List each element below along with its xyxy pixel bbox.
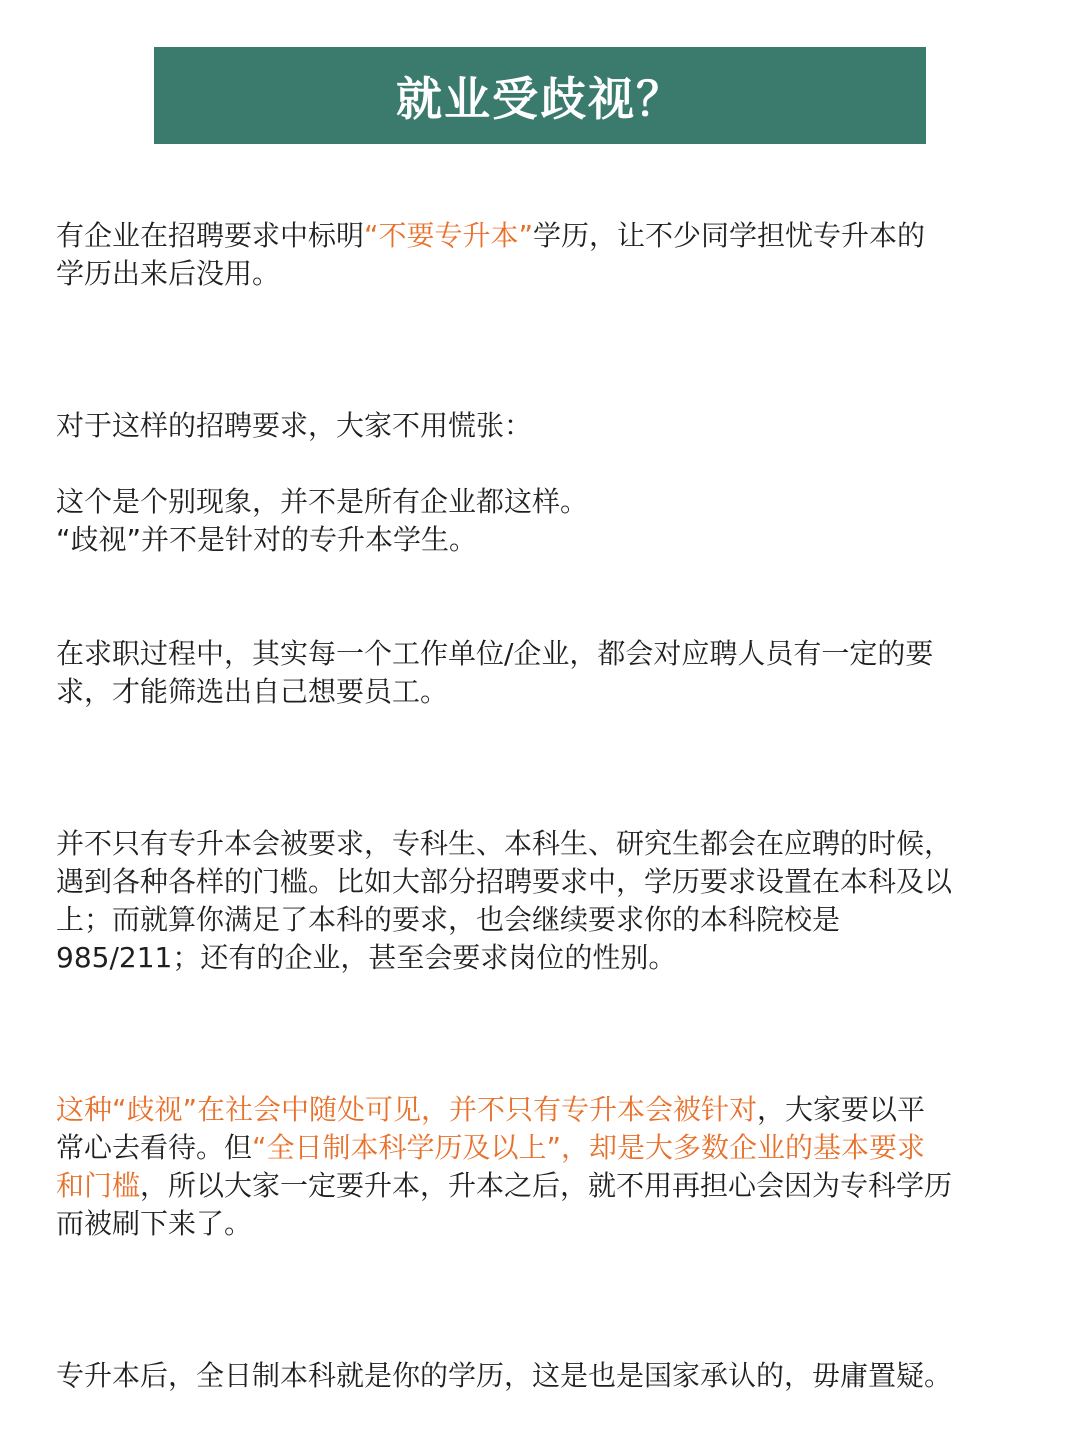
paragraph-line	[56, 1167, 1016, 1205]
paragraph-thresholds	[56, 825, 1016, 977]
text-segment: 常心去看待。但	[56, 1131, 253, 1164]
paragraph-line: 遇到各种各样的门槛。比如大部分招聘要求中，学历要求设置在本科及以	[56, 865, 953, 898]
paragraph-line: 专升本后，全日制本科就是你的学历，这是也是国家承认的，毋庸置疑。	[56, 1359, 953, 1392]
paragraph-intro	[56, 217, 1016, 293]
paragraph-line	[56, 1091, 1016, 1129]
paragraph-line	[56, 1129, 1016, 1167]
paragraph-line: 学历出来后没用。	[56, 257, 281, 290]
highlight-text: “全日制本科学历及以上”，却是大多数企业的基本要求	[252, 1131, 926, 1164]
title-banner	[154, 47, 926, 144]
paragraph-line: 并不只有专升本会被要求，专科生、本科生、研究生都会在应聘的时候，	[56, 827, 953, 860]
paragraph-line: 而被刷下来了。	[56, 1207, 253, 1240]
text-segment: 有企业在招聘要求中标明	[56, 219, 365, 252]
highlight-text: “不要专升本”	[364, 219, 534, 252]
paragraph-line: 对于这样的招聘要求，大家不用慌张：	[56, 409, 533, 442]
text-segment: 学历，让不少同学担忧专升本的	[533, 219, 926, 252]
text-segment: ，大家要以平	[757, 1093, 926, 1126]
paragraph-conclusion	[56, 1357, 1016, 1395]
paragraph-reassure	[56, 407, 1016, 445]
paragraph-highlight	[56, 1091, 1016, 1243]
paragraph-requirements	[56, 635, 1016, 711]
paragraph-line: 985/211；还有的企业，甚至会要求岗位的性别。	[56, 941, 677, 974]
highlight-text: 和门槛	[56, 1169, 141, 1202]
paragraph-line: 在求职过程中，其实每一个工作单位/企业，都会对应聘人员有一定的要	[56, 637, 934, 670]
paragraph-line	[56, 217, 1016, 255]
page-title: 就业受歧视？	[396, 71, 684, 126]
paragraph-points	[56, 483, 1016, 559]
paragraph-line: “歧视”并不是针对的专升本学生。	[56, 523, 478, 556]
paragraph-line: 这个是个别现象，并不是所有企业都这样。	[56, 485, 589, 518]
text-segment: ，所以大家一定要升本，升本之后，就不用再担心会因为专科学历	[140, 1169, 953, 1202]
paragraph-line: 求，才能筛选出自己想要员工。	[56, 675, 449, 708]
paragraph-line: 上；而就算你满足了本科的要求，也会继续要求你的本科院校是	[56, 903, 841, 936]
highlight-text: 这种“歧视”在社会中随处可见，并不只有专升本会被针对	[56, 1093, 758, 1126]
